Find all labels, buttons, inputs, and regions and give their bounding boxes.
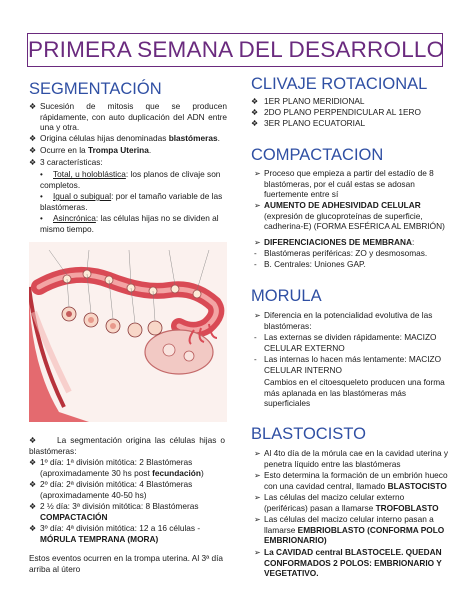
clivaje-item-2: 2DO PLANO PERPENDICULAR AL 1ERO: [264, 107, 421, 117]
arrow-bullet-icon: ➢: [254, 311, 261, 320]
clivaje-item-3: 3ER PLANO ECUATORIAL: [264, 118, 366, 128]
morula-detail-2: Las internas lo hacen más lentamente: MACIZO CELULAR INTERNO: [264, 354, 442, 375]
morula-note: Cambios en el citoesqueleto producen una forma más aplanada en las blastómeras más superficiales: [264, 377, 445, 409]
diamond-bullet-icon: ❖: [29, 524, 37, 533]
clivaje-item-1: 1ER PLANO MERIDIONAL: [264, 96, 365, 106]
segmentacion-text-4: 3 características:: [40, 157, 103, 167]
caracteristica-asincronica: Asincrónica: las células hijas no se dividen al mismo tiempo.: [40, 213, 219, 234]
blastocisto-text-4: Las células del macizo celular interno pasan a llamarse EMBRIOBLASTO (CONFORMA POLO EMBRIONARIO): [264, 514, 445, 546]
arrow-bullet-icon: ➢: [254, 201, 261, 210]
diamond-bullet-icon: ❖: [29, 102, 37, 111]
arrow-bullet-icon: ➢: [254, 548, 261, 557]
compactacion-text-1: Proceso que empieza a partir del estadío de 8 blastómeras, por el cuál estas se adosan fuertemente entre sí: [264, 168, 434, 200]
clivaje-heading: CLIVAJE ROTACIONAL: [251, 75, 428, 93]
blastocisto-heading: BLASTOCISTO: [251, 425, 366, 443]
diamond-bullet-icon: ❖: [29, 436, 37, 445]
arrow-bullet-icon: ➢: [254, 471, 261, 480]
arrow-bullet-icon: ➢: [254, 515, 261, 524]
arrow-bullet-icon: ➢: [254, 493, 261, 502]
arrow-bullet-icon: ➢: [254, 169, 261, 178]
compactacion-detail-1: Blastómeras periféricas: ZO y desmosomas.: [264, 248, 428, 258]
segmentacion-text-1: Sucesión de mitosis que se producen rápidamente, con auto duplicación del ADN entre una y otra.: [40, 101, 227, 133]
morula-text-1: Diferencia en la potencialidad evolutiva de las blastómeras:: [264, 310, 433, 331]
blastomeras-intro: La segmentación origina las células hijas o blastómeras:: [29, 435, 225, 456]
ovary: [145, 330, 213, 374]
follicle: [163, 344, 175, 356]
follicle: [184, 351, 194, 361]
diamond-bullet-icon: ❖: [251, 97, 259, 106]
disc-bullet-icon: •: [40, 170, 43, 179]
dash-bullet-icon: -: [254, 260, 257, 269]
blastocisto-text-1: Al 4to día de la mórula cae en la cavidad uterina y penetra líquido entre las blastómeras: [264, 448, 449, 469]
dia-1: 1º día: 1ª división mitótica: 2 Blastómeras (aproximadamente 30 hs post fecundación): [40, 457, 204, 478]
zygote-stage: [171, 285, 179, 293]
final-note: Estos eventos ocurren en la trompa uterina. Al 3ª día arriba al útero: [29, 553, 224, 574]
disc-bullet-icon: •: [40, 214, 43, 223]
blastocisto-text-5: La CAVIDAD central BLASTOCELE. QUEDAN CONFORMADOS 2 POLOS: EMBRIONARIO Y VEGETATIVO.: [264, 547, 442, 579]
blastocisto-text-3: Las células del macizo celular externo (periféricas) pasan a llamarse TROFOBLASTO: [264, 492, 439, 513]
title-box: [27, 33, 443, 67]
caracteristica-total: Total, u holoblástica: los planos de clivaje son completos.: [40, 169, 221, 190]
segmentacion-text-3: Ocurre en la Trompa Uterina.: [40, 145, 152, 155]
arrow-bullet-icon: ➢: [254, 238, 261, 247]
compactacion-detail-2: B. Centrales: Uniones GAP.: [264, 259, 366, 269]
dash-bullet-icon: -: [254, 355, 257, 364]
diamond-bullet-icon: ❖: [29, 134, 37, 143]
compactacion-text-3: DIFERENCIACIONES DE MEMBRANA:: [264, 237, 415, 247]
segmentacion-heading: SEGMENTACIÓN: [29, 80, 162, 98]
dia-2: 2º día: 2ª división mitótica: 4 Blastómeras (aproximadamente 40-50 hs): [40, 479, 193, 500]
morula-detail-1: Las externas se dividen rápidamente: MACIZO CELULAR EXTERNO: [264, 332, 437, 353]
diamond-bullet-icon: ❖: [29, 158, 37, 167]
dia-2-half: 2 ½ día: 3ª división mitótica: 8 Blastómeras COMPACTACIÓN: [40, 501, 199, 522]
diamond-bullet-icon: ❖: [251, 108, 259, 117]
diamond-bullet-icon: ❖: [29, 458, 37, 467]
dia-3: 3º día: 4ª división mitótica: 12 a 16 células - MÓRULA TEMPRANA (MORA): [40, 523, 201, 544]
compactacion-text-2: AUMENTO DE ADHESIVIDAD CELULAR (expresión de glucoproteínas de superficie, cadherina-E) (FORMA ESFÉRICA AL EMBRIÓN): [264, 200, 445, 232]
fertilization-stage: [193, 290, 201, 298]
disc-bullet-icon: •: [40, 192, 43, 201]
segmentation-diagram: [29, 242, 227, 422]
diamond-bullet-icon: ❖: [251, 119, 259, 128]
diamond-bullet-icon: ❖: [29, 502, 37, 511]
dash-bullet-icon: -: [254, 333, 257, 342]
segmentacion-text-2: Origina células hijas denominadas blastómeras.: [40, 133, 220, 143]
compactacion-heading: COMPACTACION: [251, 146, 384, 164]
morula-heading: MORULA: [251, 287, 322, 305]
caracteristica-igual: Igual o subigual: por el tamaño variable de las blastómeras.: [40, 191, 223, 212]
page-title: PRIMERA SEMANA DEL DESARROLLO: [28, 37, 445, 62]
diamond-bullet-icon: ❖: [29, 480, 37, 489]
blastocisto-text-2: Esto determina la formación de un embrión hueco con una cavidad central, llamado BLASTOCISTO: [264, 470, 448, 491]
diamond-bullet-icon: ❖: [29, 146, 37, 155]
arrow-bullet-icon: ➢: [254, 449, 261, 458]
dash-bullet-icon: -: [254, 249, 257, 258]
